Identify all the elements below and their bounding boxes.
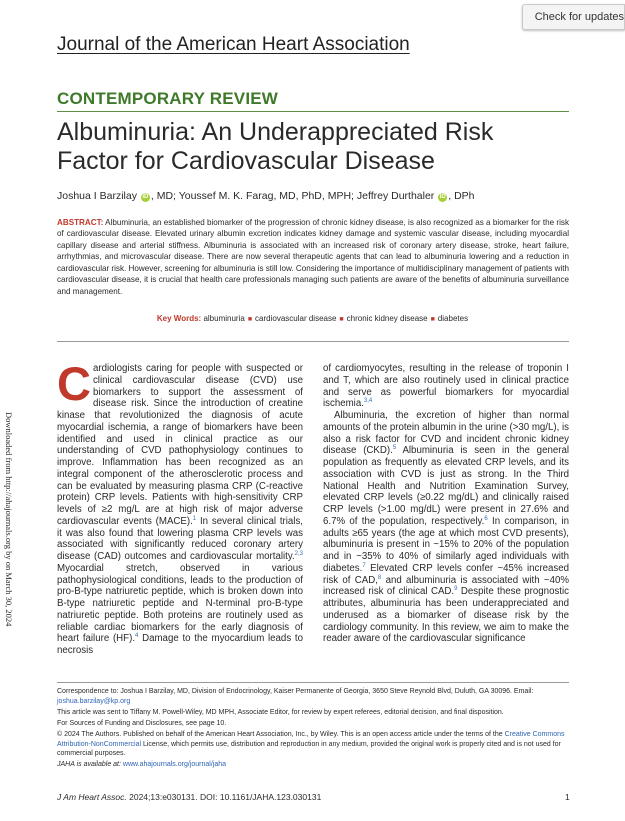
correspondence-text: Correspondence to: Joshua I Barzilay, MD, Division of Endocrinology, Kaiser Permanente of Georgia, 3650 Steve Reynold Blvd, Duluth, GA 30096. Email: [57, 688, 534, 695]
footer-doi: 2024;13:e030131. DOI: 10.1161/JAHA.123.030131 [126, 792, 322, 802]
keyword: cardiovascular disease [255, 314, 337, 323]
keyword: albuminuria [203, 314, 245, 323]
check-updates-label: Check for updates [534, 11, 624, 23]
body-column-left [57, 357, 303, 657]
paragraph-text: and albuminuria is associated with ~40% increased risk of clinical CAD. [323, 574, 569, 598]
copyright-text: License, which permits use, distribution and reproduction in any medium, provided the original work is properly cited and is not used for commercial purposes. [57, 740, 561, 758]
correspondence-note [57, 687, 569, 706]
paragraph-text: Despite these prognostic attributes, albuminuria has been underappreciated and underused as a biomarker of disease risk by the cardiology community. In this review, we aim to make the reader aware of the cardiovascular significance [323, 586, 569, 645]
author-name: Jeffrey Durthaler [356, 190, 435, 202]
email-link[interactable]: joshua.barzilay@kp.org [57, 697, 131, 705]
keyword: chronic kidney disease [346, 314, 428, 323]
paragraph [323, 410, 569, 645]
citation-link[interactable]: 3,4 [363, 398, 373, 405]
citation-link[interactable]: 1 [192, 515, 197, 522]
paragraph-text: Elevated CRP levels confer ~45% increased risk of CAD, [323, 562, 569, 586]
journal-name-link[interactable]: Journal of the American Heart Association [57, 34, 410, 55]
citation-link[interactable]: 7 [362, 562, 366, 569]
author-name: Joshua I Barzilay [57, 190, 137, 202]
footer-journal: J Am Heart Assoc. [57, 792, 127, 802]
body-column-right [323, 363, 569, 645]
paragraph [323, 363, 569, 410]
author-list [57, 190, 475, 202]
paragraph-text: In comparison, in adults ≥65 years (the age at which most CVD presents), albuminuria is present in ~15% to 20% of the population and in ~35% to 40% of similarly aged individuals with diabetes. [323, 515, 569, 574]
download-note: Downloaded from http://ahajournals.org by on March 30, 2024 [4, 412, 14, 627]
citation-link[interactable]: 8 [377, 574, 382, 581]
paragraph-text: Albuminuria is seen in the general population as frequently as elevated CRP levels, and its association with CVD is just as strong. In the Third National Health and Nutrition Examination Survey, elevated CRP levels (≥0.22 mg/dL) and clinically raised CRP levels (>1.00 mg/dL) were present in 27.6% and 6.7% of the population, respectively. [323, 445, 569, 527]
copyright-note [57, 730, 569, 759]
section-label: CONTEMPORARY REVIEW [57, 89, 279, 108]
abstract-label: ABSTRACT: [57, 218, 104, 227]
citation-link[interactable]: 2,3 [294, 550, 303, 557]
section-divider [57, 111, 569, 112]
paragraph-text: ardiologists caring for people with suspected or clinical cardiovascular disease (CVD) use biomarkers to support the assessment of disease risk. Since the introduction of creatine kinase that revolutionized the diagnosis of acute myocardial ischemia, a range of biomarkers have been identified and used in clinical practice as our understanding of CVD pathophysiology continues to improve. Inflammation has been recognized as an integral component of the atherosclerotic process and can be evaluated by measuring plasma CRP (C-reactive protein) CRP levels. Patients with high-sensitivity CRP levels of ≥2 mg/L are at high risk of major adverse cardiovascular events (MACE). [57, 363, 303, 527]
citation-link[interactable]: 9 [454, 586, 458, 593]
copyright-text: © 2024 The Authors. Published on behalf of the American Heart Association, Inc., by Wiley. This is an open access article under the terms of the [57, 731, 505, 738]
citation-link[interactable]: 4 [135, 633, 139, 640]
body-divider [57, 341, 569, 342]
paragraph-text: In several clinical trials, it was also found that lowering plasma CRP levels was associated with significantly reduced coronary artery disease (CAD) outcomes and cardiovascular mortality. [57, 515, 303, 562]
abstract [57, 217, 569, 297]
paragraph-text: Albuminuria, the excretion of higher than normal amounts of the protein albumin in the urine (>30 mg/L), is also a risk factor for CVD and incident chronic kidney disease (CKD). [323, 410, 569, 457]
keyword-separator-icon: ■ [339, 316, 344, 323]
abstract-text: Albuminuria, an established biomarker of the progression of chronic kidney disease, is also recognized as a biomarker for the risk of cardiovascular disease. Elevated urinary albumin excretion indicates kidney damage and systemic vascular disease, including myocardial capillary disease and arterial stiffness. Albuminuria is associated with an increased risk of coronary artery disease, stroke, heart failure, arrhythmias, and microvascular disease. There are now several therapeutic agents that can lead to albuminuria lowering and a reduction in cardiovascular risk. However, screening for albuminuria is still low. Considering the importance of multidisciplinary management of patients with cardiovascular disease, it is crucial that health care professionals managing such patients are aware of the benefits of albuminuria surveillance and management. [57, 218, 569, 296]
keywords [0, 314, 625, 323]
author-suffix: , MD; [150, 190, 179, 202]
paragraph [57, 357, 303, 657]
author-suffix: , DPh [448, 190, 475, 202]
orcid-icon[interactable]: iD [142, 194, 149, 200]
drop-cap: C [57, 357, 91, 410]
check-updates-icon [529, 10, 530, 25]
author-name: Youssef M. K. Farag, MD, PhD, MPH; [178, 190, 357, 202]
article-title: Albuminuria: An Underappreciated Risk Factor for Cardiovascular Disease [57, 118, 494, 175]
keyword-separator-icon: ■ [430, 316, 435, 323]
paragraph-text: Myocardial stretch, observed in various pathophysiological conditions, leads to the production of pro-B-type natriuretic peptide, which is broken down into B-type natriuretic peptide and N-terminal pro-B-type natriuretic peptide. Both proteins are routinely used as reliable cardiac biomarkers for the early diagnosis of heart failure (HF). [57, 562, 303, 645]
orcid-icon[interactable]: iD [439, 194, 446, 200]
check-for-updates-button[interactable] [522, 4, 625, 30]
citation-link[interactable]: 5 [392, 445, 397, 452]
availability-text: JAHA is available at: [57, 761, 123, 768]
license-link[interactable]: Creative Commons Attribution-NonCommercial [57, 731, 565, 748]
availability-note [57, 760, 569, 770]
journal-url-link[interactable]: www.ahajournals.org/journal/jaha [122, 761, 227, 768]
keyword: diabetes [437, 314, 469, 323]
paragraph-text: of cardiomyocytes, resulting in the release of troponin I and T, which are also routinely used in clinical practice and serve as powerful biomarkers for myocardial ischemia. [323, 363, 569, 410]
footer-citation [57, 792, 321, 802]
paragraph-text: Damage to the myocardium leads to necrosis [57, 633, 303, 656]
citation-link[interactable]: 6 [484, 515, 488, 522]
keyword-separator-icon: ■ [247, 316, 253, 323]
page-number: 1 [565, 792, 570, 802]
footnote-divider [57, 682, 569, 683]
editor-note: This article was sent to Tiffany M. Powell-Wiley, MD MPH, Associate Editor, for review by expert referees, editorial decision, and final disposition. [57, 709, 504, 716]
keywords-label: Key Words: [156, 314, 202, 323]
funding-note: For Sources of Funding and Disclosures, see page 10. [57, 720, 227, 727]
